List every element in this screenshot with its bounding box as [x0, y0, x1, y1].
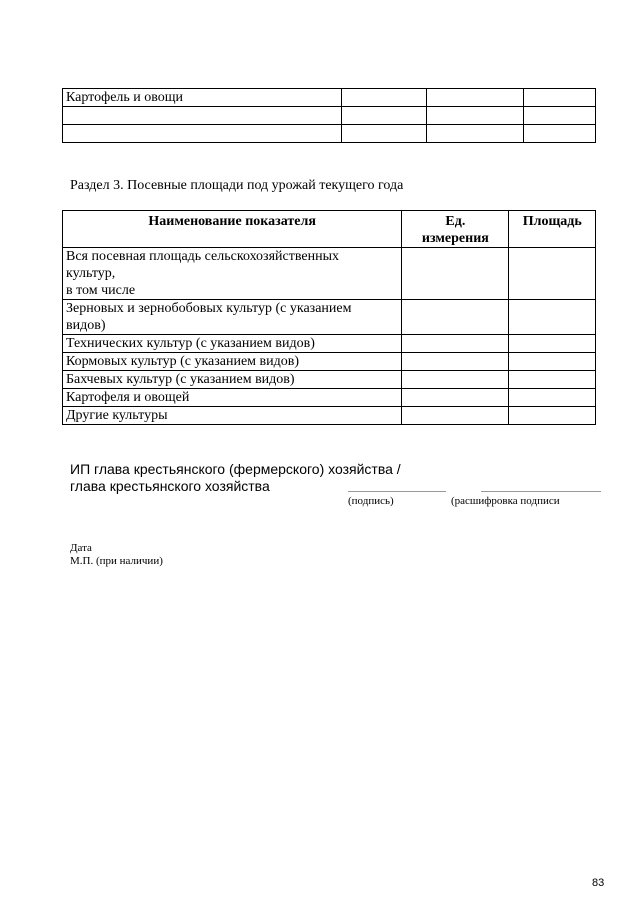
table-row [63, 407, 596, 425]
table-cell [63, 125, 342, 143]
indicator-cell: Картофеля и овощей [63, 389, 402, 407]
table-cell [63, 107, 342, 125]
unit-cell [402, 300, 509, 335]
signature-caption: (подпись) [348, 495, 394, 507]
table-row [63, 248, 596, 300]
indicator-line: Вся посевная площадь сельскохозяйственных [66, 249, 339, 264]
sown-area-table [62, 210, 596, 425]
table-row [63, 371, 596, 389]
table-row [63, 353, 596, 371]
header-indicator-name: Наименование показателя [63, 211, 402, 248]
stamp-label: М.П. (при наличии) [70, 555, 163, 567]
unit-cell [402, 407, 509, 425]
header-unit [402, 211, 509, 248]
signatory-title-line2: глава крестьянского хозяйства [70, 478, 270, 494]
table-cell: Картофель и овощи [63, 89, 342, 107]
table-cell [342, 125, 427, 143]
area-cell [509, 371, 596, 389]
area-cell [509, 353, 596, 371]
indicator-cell: Другие культуры [63, 407, 402, 425]
indicator-line: культур, [66, 266, 116, 281]
table-row [63, 107, 596, 125]
top-table [62, 88, 596, 143]
table-cell [427, 125, 524, 143]
section-title: Раздел 3. Посевные площади под урожай текущего года [70, 178, 404, 193]
header-unit-line2: измерения [421, 231, 489, 246]
indicator-line: Зерновых и зернобобовых культур (с указанием [66, 301, 352, 316]
date-stamp-block [70, 542, 163, 568]
table-cell [427, 89, 524, 107]
table-header-row [63, 211, 596, 248]
table-row [63, 335, 596, 353]
table-row [63, 89, 596, 107]
indicator-line: видов) [66, 318, 106, 333]
header-unit-line1: Ед. [445, 214, 466, 229]
signature-block [70, 461, 401, 495]
table-row [63, 125, 596, 143]
indicator-cell: Бахчевых культур (с указанием видов) [63, 371, 402, 389]
date-label: Дата [70, 542, 92, 554]
table-cell [524, 107, 596, 125]
area-cell [509, 335, 596, 353]
indicator-cell: Кормовых культур (с указанием видов) [63, 353, 402, 371]
unit-cell [402, 335, 509, 353]
area-cell [509, 407, 596, 425]
unit-cell [402, 353, 509, 371]
header-area: Площадь [509, 211, 596, 248]
signature-decoding-line [481, 491, 601, 492]
table-cell [427, 107, 524, 125]
area-cell [509, 389, 596, 407]
unit-cell [402, 389, 509, 407]
indicator-cell: Технических культур (с указанием видов) [63, 335, 402, 353]
table-cell [342, 89, 427, 107]
table-cell [524, 89, 596, 107]
signatory-title-line1: ИП глава крестьянского (фермерского) хозяйства / [70, 461, 401, 477]
table-row [63, 300, 596, 335]
table-cell [342, 107, 427, 125]
table-cell [524, 125, 596, 143]
unit-cell [402, 371, 509, 389]
unit-cell [402, 248, 509, 300]
indicator-cell [63, 248, 402, 300]
indicator-cell [63, 300, 402, 335]
page-number: 83 [592, 877, 605, 889]
indicator-line: в том числе [66, 283, 136, 298]
signature-line [348, 491, 446, 492]
area-cell [509, 248, 596, 300]
table-row [63, 389, 596, 407]
area-cell [509, 300, 596, 335]
signature-decoding-caption: (расшифровка подписи [451, 495, 560, 507]
